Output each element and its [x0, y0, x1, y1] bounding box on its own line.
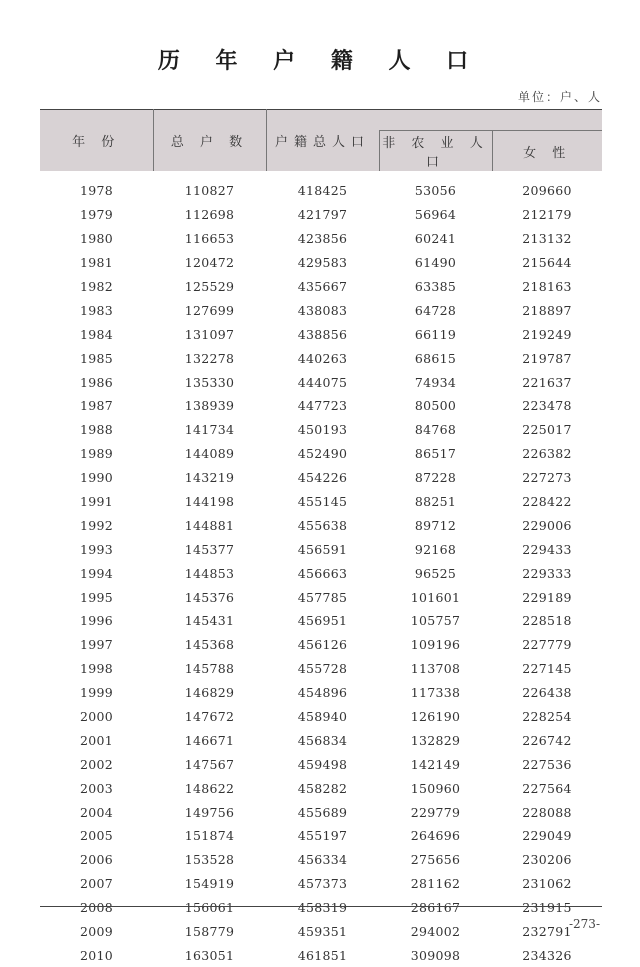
cell-non-agricultural: 229779: [379, 800, 492, 824]
table-row: [40, 466, 602, 490]
cell-households: 146671: [153, 728, 266, 752]
cell-female: 215644: [492, 251, 602, 275]
cell-year: 1989: [40, 442, 153, 466]
cell-registered-population: 440263: [266, 346, 379, 370]
table-row: [40, 203, 602, 227]
cell-non-agricultural: 53056: [379, 171, 492, 203]
table-row: [40, 800, 602, 824]
cell-year: 1983: [40, 298, 153, 322]
table-row: [40, 513, 602, 537]
cell-registered-population: 456591: [266, 537, 379, 561]
cell-year: 1980: [40, 227, 153, 251]
cell-year: 2003: [40, 776, 153, 800]
cell-year: 1988: [40, 418, 153, 442]
cell-year: 2007: [40, 872, 153, 896]
cell-non-agricultural: 64728: [379, 298, 492, 322]
cell-registered-population: 444075: [266, 370, 379, 394]
table-row: [40, 920, 602, 944]
cell-female: 226438: [492, 681, 602, 705]
cell-female: 212179: [492, 203, 602, 227]
unit-note: 单位：户、人: [518, 88, 602, 105]
cell-households: 145376: [153, 585, 266, 609]
table-row: [40, 298, 602, 322]
cell-non-agricultural: 63385: [379, 275, 492, 299]
cell-households: 116653: [153, 227, 266, 251]
cell-registered-population: 455638: [266, 513, 379, 537]
cell-non-agricultural: 264696: [379, 824, 492, 848]
cell-registered-population: 438856: [266, 322, 379, 346]
cell-female: 209660: [492, 171, 602, 203]
cell-non-agricultural: 89712: [379, 513, 492, 537]
table-row: [40, 728, 602, 752]
cell-registered-population: 454226: [266, 466, 379, 490]
cell-year: 1999: [40, 681, 153, 705]
cell-year: 1982: [40, 275, 153, 299]
table-row: [40, 346, 602, 370]
table-row: [40, 585, 602, 609]
cell-registered-population: 459351: [266, 920, 379, 944]
bottom-rule: [40, 906, 602, 907]
table-row: [40, 609, 602, 633]
cell-registered-population: 423856: [266, 227, 379, 251]
population-table-wrapper: [40, 109, 602, 967]
cell-female: 232791: [492, 920, 602, 944]
table-row: [40, 752, 602, 776]
cell-registered-population: 455145: [266, 490, 379, 514]
cell-non-agricultural: 86517: [379, 442, 492, 466]
cell-female: 226382: [492, 442, 602, 466]
cell-year: 1979: [40, 203, 153, 227]
cell-households: 145377: [153, 537, 266, 561]
cell-year: 1981: [40, 251, 153, 275]
cell-year: 2000: [40, 705, 153, 729]
cell-registered-population: 456951: [266, 609, 379, 633]
table-row: [40, 633, 602, 657]
header-female: 女 性: [492, 131, 602, 172]
cell-non-agricultural: 142149: [379, 752, 492, 776]
cell-households: 151874: [153, 824, 266, 848]
cell-year: 1987: [40, 394, 153, 418]
cell-non-agricultural: 80500: [379, 394, 492, 418]
cell-year: 1998: [40, 657, 153, 681]
cell-female: 228254: [492, 705, 602, 729]
cell-registered-population: 438083: [266, 298, 379, 322]
cell-households: 148622: [153, 776, 266, 800]
cell-households: 141734: [153, 418, 266, 442]
cell-female: 221637: [492, 370, 602, 394]
cell-year: 1995: [40, 585, 153, 609]
cell-registered-population: 429583: [266, 251, 379, 275]
cell-non-agricultural: 84768: [379, 418, 492, 442]
cell-registered-population: 456126: [266, 633, 379, 657]
cell-female: 223478: [492, 394, 602, 418]
cell-registered-population: 457785: [266, 585, 379, 609]
cell-households: 127699: [153, 298, 266, 322]
table-row: [40, 776, 602, 800]
table-row: [40, 657, 602, 681]
table-row: [40, 394, 602, 418]
cell-registered-population: 456834: [266, 728, 379, 752]
cell-registered-population: 455689: [266, 800, 379, 824]
table-row: [40, 370, 602, 394]
page-number: -273-: [569, 917, 600, 931]
cell-year: 1992: [40, 513, 153, 537]
cell-registered-population: 452490: [266, 442, 379, 466]
table-body: [40, 171, 602, 967]
cell-households: 147567: [153, 752, 266, 776]
cell-registered-population: 455197: [266, 824, 379, 848]
cell-registered-population: 457373: [266, 872, 379, 896]
cell-female: 213132: [492, 227, 602, 251]
cell-year: 1994: [40, 561, 153, 585]
header-spacer: [379, 110, 602, 131]
cell-female: 229049: [492, 824, 602, 848]
cell-female: 227145: [492, 657, 602, 681]
cell-registered-population: 418425: [266, 171, 379, 203]
cell-non-agricultural: 117338: [379, 681, 492, 705]
cell-non-agricultural: 68615: [379, 346, 492, 370]
cell-non-agricultural: 309098: [379, 944, 492, 967]
cell-female: 218163: [492, 275, 602, 299]
cell-non-agricultural: 87228: [379, 466, 492, 490]
cell-households: 110827: [153, 171, 266, 203]
cell-non-agricultural: 92168: [379, 537, 492, 561]
cell-female: 227273: [492, 466, 602, 490]
cell-registered-population: 450193: [266, 418, 379, 442]
cell-non-agricultural: 281162: [379, 872, 492, 896]
cell-year: 1997: [40, 633, 153, 657]
cell-female: 228518: [492, 609, 602, 633]
cell-year: 1991: [40, 490, 153, 514]
cell-households: 132278: [153, 346, 266, 370]
cell-non-agricultural: 109196: [379, 633, 492, 657]
cell-year: 1993: [40, 537, 153, 561]
cell-non-agricultural: 74934: [379, 370, 492, 394]
cell-registered-population: 458282: [266, 776, 379, 800]
table-row: [40, 681, 602, 705]
cell-female: 219249: [492, 322, 602, 346]
cell-female: 230206: [492, 848, 602, 872]
cell-households: 144853: [153, 561, 266, 585]
cell-registered-population: 421797: [266, 203, 379, 227]
cell-households: 135330: [153, 370, 266, 394]
cell-female: 226742: [492, 728, 602, 752]
cell-year: 1978: [40, 171, 153, 203]
cell-households: 147672: [153, 705, 266, 729]
cell-year: 2001: [40, 728, 153, 752]
table-row: [40, 418, 602, 442]
cell-households: 144089: [153, 442, 266, 466]
cell-households: 156061: [153, 896, 266, 920]
cell-non-agricultural: 96525: [379, 561, 492, 585]
table-row: [40, 537, 602, 561]
cell-female: 218897: [492, 298, 602, 322]
cell-households: 158779: [153, 920, 266, 944]
cell-non-agricultural: 66119: [379, 322, 492, 346]
header-non-agricultural: 非 农 业 人 口: [379, 131, 492, 172]
cell-female: 229433: [492, 537, 602, 561]
cell-households: 145368: [153, 633, 266, 657]
cell-female: 229333: [492, 561, 602, 585]
table-row: [40, 896, 602, 920]
cell-households: 120472: [153, 251, 266, 275]
cell-year: 2009: [40, 920, 153, 944]
table-row: [40, 705, 602, 729]
cell-female: 225017: [492, 418, 602, 442]
cell-female: 227536: [492, 752, 602, 776]
cell-registered-population: 447723: [266, 394, 379, 418]
cell-households: 163051: [153, 944, 266, 967]
cell-households: 146829: [153, 681, 266, 705]
cell-households: 144881: [153, 513, 266, 537]
cell-year: 1986: [40, 370, 153, 394]
cell-year: 2010: [40, 944, 153, 967]
cell-non-agricultural: 132829: [379, 728, 492, 752]
cell-non-agricultural: 275656: [379, 848, 492, 872]
cell-registered-population: 461851: [266, 944, 379, 967]
cell-non-agricultural: 105757: [379, 609, 492, 633]
cell-registered-population: 458940: [266, 705, 379, 729]
cell-female: 227779: [492, 633, 602, 657]
population-table: [40, 109, 602, 967]
cell-households: 154919: [153, 872, 266, 896]
table-row: [40, 872, 602, 896]
table-row: [40, 275, 602, 299]
cell-households: 138939: [153, 394, 266, 418]
cell-year: 2004: [40, 800, 153, 824]
table-row: [40, 227, 602, 251]
cell-year: 1996: [40, 609, 153, 633]
cell-non-agricultural: 113708: [379, 657, 492, 681]
cell-year: 2002: [40, 752, 153, 776]
cell-non-agricultural: 101601: [379, 585, 492, 609]
cell-female: 219787: [492, 346, 602, 370]
cell-female: 234326: [492, 944, 602, 967]
table-row: [40, 171, 602, 203]
cell-female: 231915: [492, 896, 602, 920]
cell-non-agricultural: 150960: [379, 776, 492, 800]
cell-female: 228088: [492, 800, 602, 824]
cell-female: 231062: [492, 872, 602, 896]
cell-registered-population: 459498: [266, 752, 379, 776]
table-row: [40, 848, 602, 872]
cell-female: 227564: [492, 776, 602, 800]
page-title: 历 年 户 籍 人 口: [0, 44, 640, 75]
cell-non-agricultural: 61490: [379, 251, 492, 275]
cell-registered-population: 458319: [266, 896, 379, 920]
cell-year: 2008: [40, 896, 153, 920]
cell-households: 144198: [153, 490, 266, 514]
header-year: 年 份: [40, 110, 153, 172]
table-row: [40, 824, 602, 848]
cell-non-agricultural: 294002: [379, 920, 492, 944]
table-row: [40, 944, 602, 967]
cell-households: 153528: [153, 848, 266, 872]
cell-registered-population: 435667: [266, 275, 379, 299]
cell-registered-population: 456334: [266, 848, 379, 872]
cell-year: 2006: [40, 848, 153, 872]
cell-year: 1984: [40, 322, 153, 346]
cell-female: 228422: [492, 490, 602, 514]
cell-registered-population: 454896: [266, 681, 379, 705]
cell-non-agricultural: 60241: [379, 227, 492, 251]
cell-female: 229006: [492, 513, 602, 537]
cell-households: 125529: [153, 275, 266, 299]
cell-households: 143219: [153, 466, 266, 490]
table-row: [40, 442, 602, 466]
cell-year: 2005: [40, 824, 153, 848]
table-row: [40, 251, 602, 275]
cell-non-agricultural: 126190: [379, 705, 492, 729]
cell-households: 145788: [153, 657, 266, 681]
cell-non-agricultural: 88251: [379, 490, 492, 514]
table-row: [40, 561, 602, 585]
cell-non-agricultural: 56964: [379, 203, 492, 227]
cell-female: 229189: [492, 585, 602, 609]
table-row: [40, 490, 602, 514]
cell-registered-population: 455728: [266, 657, 379, 681]
header-registered-population: 户籍总人口: [266, 110, 379, 172]
table-header: [40, 110, 602, 172]
cell-year: 1985: [40, 346, 153, 370]
cell-non-agricultural: 286167: [379, 896, 492, 920]
header-households: 总 户 数: [153, 110, 266, 172]
cell-households: 149756: [153, 800, 266, 824]
cell-households: 112698: [153, 203, 266, 227]
table-row: [40, 322, 602, 346]
cell-households: 145431: [153, 609, 266, 633]
cell-registered-population: 456663: [266, 561, 379, 585]
cell-households: 131097: [153, 322, 266, 346]
cell-year: 1990: [40, 466, 153, 490]
